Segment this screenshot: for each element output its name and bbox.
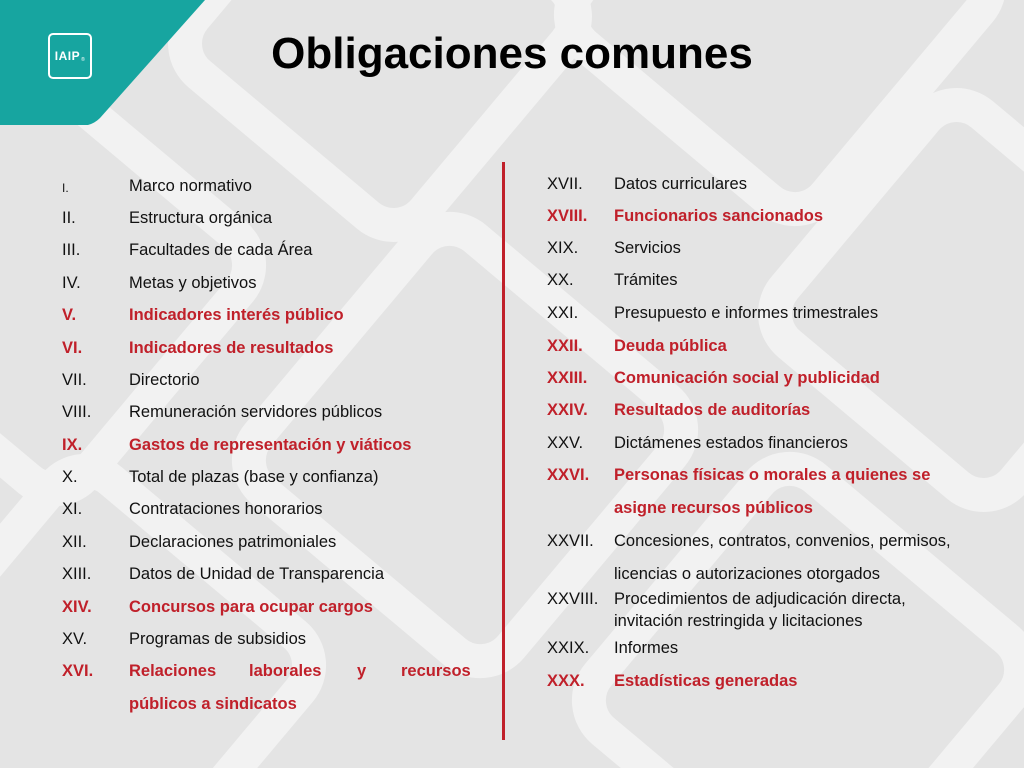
item-number: XXII.: [547, 337, 583, 355]
item-text: Presupuesto e informes trimestrales: [614, 304, 879, 322]
item-text: Programas de subsidios: [129, 630, 307, 648]
item-number: XV.: [62, 630, 88, 648]
item-text: Concursos para ocupar cargos: [129, 598, 373, 616]
item-number: IX.: [62, 436, 83, 454]
item-number: X.: [62, 468, 78, 486]
item-number: IV.: [62, 274, 81, 292]
item-text: Gastos de representación y viáticos: [129, 436, 412, 454]
item-text: Contrataciones honorarios: [129, 500, 323, 518]
item-text: Marco normativo: [129, 177, 252, 195]
item-text: Concesiones, contratos, convenios, permisos,: [614, 532, 951, 550]
item-text: Datos de Unidad de Transparencia: [129, 565, 384, 583]
item-text: Indicadores de resultados: [129, 339, 334, 357]
item-text-line2: invitación restringida y licitaciones: [614, 612, 863, 630]
item-word: Relaciones: [129, 662, 217, 680]
item-number: XIX.: [547, 239, 579, 257]
item-text-line2: asigne recursos públicos: [614, 499, 813, 517]
item-number: VI.: [62, 339, 83, 357]
item-number: XII.: [62, 533, 87, 551]
item-number: II.: [62, 209, 76, 227]
item-number: XVI.: [62, 662, 94, 680]
item-text: Comunicación social y publicidad: [614, 369, 880, 387]
item-number: III.: [62, 241, 81, 259]
item-number: VII.: [62, 371, 87, 389]
item-number: XXV.: [547, 434, 584, 452]
item-text: Declaraciones patrimoniales: [129, 533, 337, 551]
item-text: Estadísticas generadas: [614, 672, 798, 690]
item-text: Remuneración servidores públicos: [129, 403, 383, 421]
item-number: XXIX.: [547, 639, 590, 657]
item-number: XXIV.: [547, 401, 588, 419]
item-text: Total de plazas (base y confianza): [129, 468, 379, 486]
item-number: XXVIII.: [547, 590, 599, 608]
item-text: Datos curriculares: [614, 175, 747, 193]
item-text: Informes: [614, 639, 679, 657]
item-number: XI.: [62, 500, 83, 518]
column-divider: [502, 162, 505, 740]
item-number: XXVII.: [547, 532, 594, 550]
item-number: XXIII.: [547, 369, 588, 387]
item-number: XVIII.: [547, 207, 588, 225]
item-number: V.: [62, 306, 77, 324]
item-number: XIII.: [62, 565, 92, 583]
item-text: Funcionarios sancionados: [614, 207, 824, 225]
item-word: y: [357, 662, 367, 680]
item-number: XXX.: [547, 672, 585, 690]
item-text: Dictámenes estados financieros: [614, 434, 848, 452]
item-word: recursos: [401, 662, 471, 680]
item-text: Facultades de cada Área: [129, 241, 313, 259]
item-number: XX.: [547, 271, 574, 289]
item-text: Resultados de auditorías: [614, 401, 811, 419]
item-text: Indicadores interés público: [129, 306, 344, 324]
item-number: I.: [62, 181, 69, 195]
item-text: Personas físicas o morales a quienes se: [614, 466, 931, 484]
item-text: Servicios: [614, 239, 681, 257]
item-text: Trámites: [614, 271, 678, 289]
item-number: XXI.: [547, 304, 579, 322]
item-number: XVII.: [547, 175, 583, 193]
item-word: laborales: [249, 662, 322, 680]
item-text: Estructura orgánica: [129, 209, 273, 227]
item-text: Procedimientos de adjudicación directa,: [614, 590, 906, 608]
page-title: Obligaciones comunes: [271, 29, 753, 78]
item-text: Metas y objetivos: [129, 274, 257, 292]
item-text: [129, 661, 470, 681]
item-text: Deuda pública: [614, 337, 727, 355]
item-text-line2: públicos a sindicatos: [129, 695, 297, 713]
item-number: XXVI.: [547, 466, 590, 484]
logo-text: IAIP: [54, 49, 81, 63]
item-text-line2: licencias o autorizaciones otorgados: [614, 565, 880, 583]
item-number: XIV.: [62, 598, 92, 616]
item-number: VIII.: [62, 403, 92, 421]
item-text: Directorio: [129, 371, 200, 389]
registered-mark: ®: [81, 57, 86, 63]
